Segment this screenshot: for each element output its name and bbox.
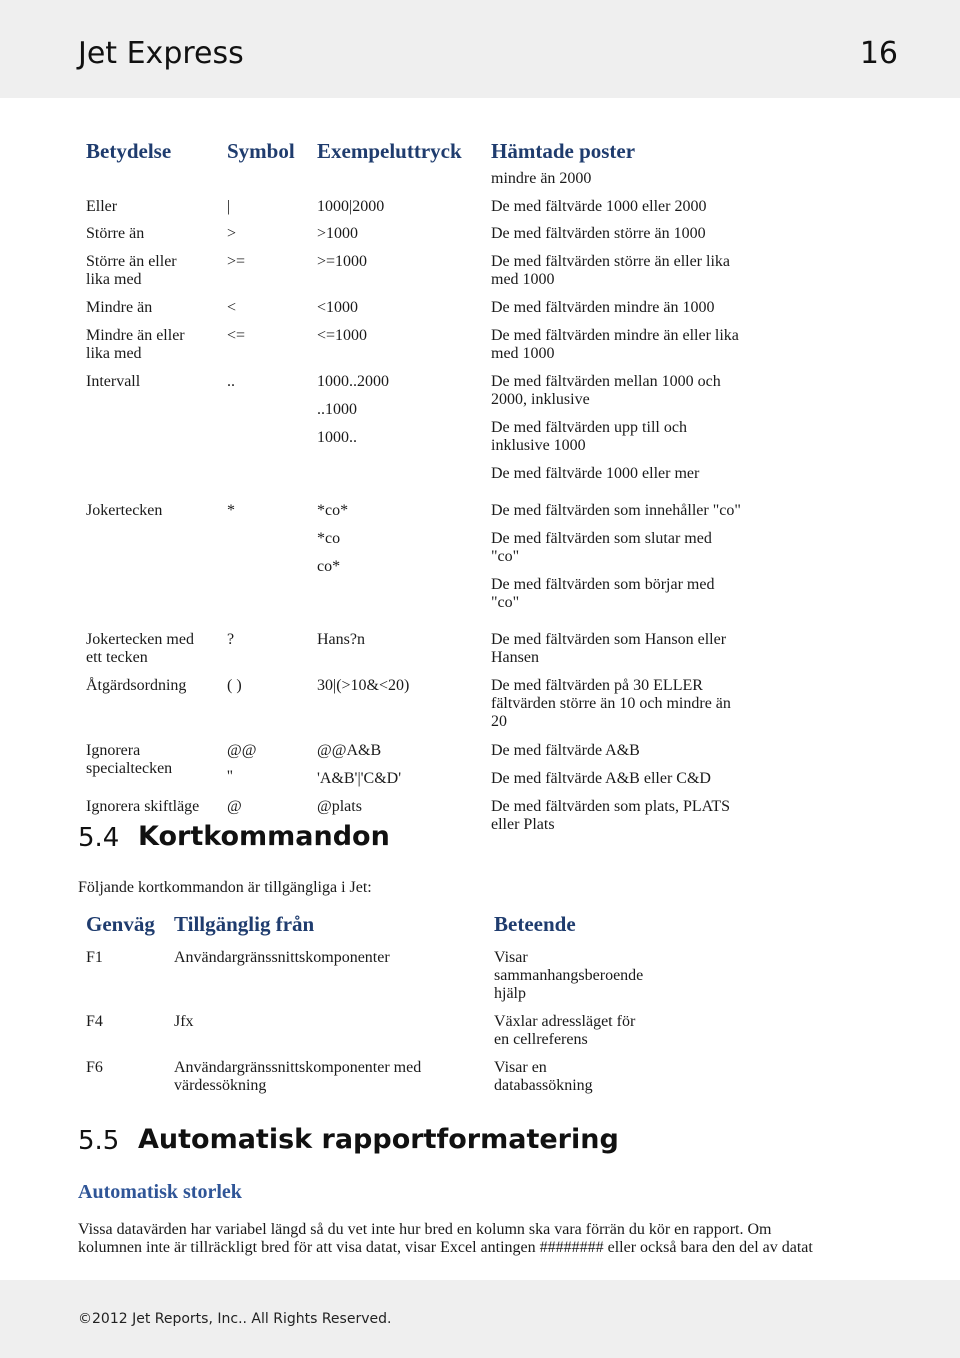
table-cell: De med fältvärde 1000 eller 2000	[491, 198, 707, 215]
table-cell: värdessökning	[174, 1077, 267, 1094]
table-cell: inklusive 1000	[491, 437, 586, 454]
table-cell: 30|(>10&<20)	[317, 677, 410, 694]
table-cell: De med fältvärden som börjar med	[491, 576, 715, 593]
table-cell: Åtgärdsordning	[86, 677, 187, 694]
table-cell: 'A&B'|'C&D'	[317, 770, 402, 787]
section-intro: Följande kortkommandon är tillgängliga i Jet:	[78, 879, 372, 896]
table-cell: De med fältvärden större än 1000	[491, 225, 706, 242]
table-cell: Användargränssnittskomponenter	[174, 949, 390, 966]
table-cell: databassökning	[494, 1077, 593, 1094]
section-number: 5.5	[78, 1126, 120, 1156]
table-header-symbol: Symbol	[227, 139, 295, 163]
table-cell: Ignorera skiftläge	[86, 798, 200, 815]
table-cell: *	[227, 502, 235, 519]
paragraph-line: kolumnen inte är tillräckligt bred för att visa datat, visar Excel antingen ######## eller också bara den del av datat	[78, 1239, 813, 1256]
table-cell: Intervall	[86, 373, 141, 390]
table-cell: |	[227, 198, 231, 215]
table-cell: Användargränssnittskomponenter med	[174, 1059, 422, 1076]
table-cell: @@	[227, 742, 257, 759]
table-header-genvag: Genväg	[86, 912, 155, 936]
table-cell: F1	[86, 949, 103, 966]
table-cell: <=	[227, 327, 246, 344]
table-header-betydelse: Betydelse	[86, 139, 172, 163]
table-cell: *co	[317, 530, 341, 547]
table-cell: en cellreferens	[494, 1031, 588, 1048]
table-header-tillganglig-fran: Tillgänglig från	[174, 912, 315, 936]
table-cell: >=	[227, 253, 246, 270]
table-cell: med 1000	[491, 345, 555, 362]
table-cell: >	[227, 225, 237, 242]
table-cell: >1000	[317, 225, 359, 242]
table-cell: sammanhangsberoende	[494, 967, 644, 984]
table-cell: Större än	[86, 225, 145, 242]
table-cell: med 1000	[491, 271, 555, 288]
table-cell: De med fältvärden på 30 ELLER	[491, 677, 703, 694]
table-cell: eller Plats	[491, 816, 555, 833]
table-cell: ett tecken	[86, 649, 148, 666]
table-cell: ( )	[227, 677, 242, 694]
paragraph-line: Vissa datavärden har variabel längd så du vet inte hur bred en kolumn ska vara förrän du kör en rapport. Om	[78, 1221, 772, 1238]
copyright-text: ©2012 Jet Reports, Inc.. All Rights Reserved.	[78, 1311, 392, 1327]
subsection-heading: Automatisk storlek	[78, 1181, 242, 1203]
table-cell: specialtecken	[86, 760, 173, 777]
table-cell: Mindre än eller	[86, 327, 185, 344]
table-cell: ..1000	[317, 401, 357, 418]
table-cell: F4	[86, 1013, 103, 1030]
table-header-beteende: Beteende	[494, 912, 576, 936]
table-cell: ?	[227, 631, 235, 648]
table-cell: Jokertecken med	[86, 631, 194, 648]
table-cell: co*	[317, 558, 341, 575]
table-cell: mindre än 2000	[491, 170, 592, 187]
table-cell: De med fältvärde 1000 eller mer	[491, 465, 700, 482]
table-cell: De med fältvärden som slutar med	[491, 530, 712, 547]
table-cell: ''	[227, 768, 233, 785]
table-cell: F6	[86, 1059, 103, 1076]
table-cell: De med fältvärden större än eller lika	[491, 253, 730, 270]
table-header-exempeluttryck: Exempeluttryck	[317, 139, 462, 163]
page-title: Jet Express	[78, 36, 244, 71]
table-cell: De med fältvärden upp till och	[491, 419, 687, 436]
section-title: Automatisk rapportformatering	[138, 1124, 619, 1155]
table-cell: Hansen	[491, 649, 539, 666]
table-cell: De med fältvärde A&B	[491, 742, 640, 759]
page-number: 16	[859, 36, 898, 71]
table-cell: lika med	[86, 271, 142, 288]
table-cell: *co*	[317, 502, 349, 519]
table-cell: Visar en	[494, 1059, 547, 1076]
table-cell: "co"	[491, 594, 520, 611]
table-cell: Växlar adressläget för	[494, 1013, 636, 1030]
table-cell: 20	[491, 713, 507, 730]
table-cell: De med fältvärden mindre än 1000	[491, 299, 715, 316]
table-cell: De med fältvärden som plats, PLATS	[491, 798, 731, 815]
table-cell: De med fältvärde A&B eller C&D	[491, 770, 711, 787]
table-cell: De med fältvärden som Hanson eller	[491, 631, 727, 648]
table-cell: 1000..	[317, 429, 357, 446]
table-cell: Större än eller	[86, 253, 177, 270]
table-cell: Mindre än	[86, 299, 153, 316]
table-cell: Visar	[494, 949, 528, 966]
table-cell: @@A&B	[317, 742, 382, 759]
table-cell: <=1000	[317, 327, 368, 344]
table-cell: Eller	[86, 198, 118, 215]
table-cell: 1000..2000	[317, 373, 389, 390]
section-title: Kortkommandon	[138, 821, 390, 852]
table-cell: Hans?n	[317, 631, 365, 648]
table-cell: "co"	[491, 548, 520, 565]
table-cell: 2000, inklusive	[491, 391, 590, 408]
table-cell: De med fältvärden mindre än eller lika	[491, 327, 739, 344]
table-cell: hjälp	[494, 985, 526, 1002]
table-cell: fältvärden större än 10 och mindre än	[491, 695, 731, 712]
table-cell: Jokertecken	[86, 502, 163, 519]
table-cell: lika med	[86, 345, 142, 362]
table-cell: De med fältvärden mellan 1000 och	[491, 373, 721, 390]
table-cell: 1000|2000	[317, 198, 385, 215]
table-cell: Ignorera	[86, 742, 141, 759]
table-cell: >=1000	[317, 253, 368, 270]
table-cell: <1000	[317, 299, 359, 316]
table-cell: <	[227, 299, 237, 316]
table-cell: @	[227, 798, 242, 815]
table-cell: @plats	[317, 798, 362, 815]
section-number: 5.4	[78, 823, 120, 853]
table-cell: ..	[227, 373, 235, 390]
table-header-hamtade-poster: Hämtade poster	[491, 139, 636, 163]
table-cell: Jfx	[174, 1013, 194, 1030]
table-cell: De med fältvärden som innehåller "co"	[491, 502, 741, 519]
